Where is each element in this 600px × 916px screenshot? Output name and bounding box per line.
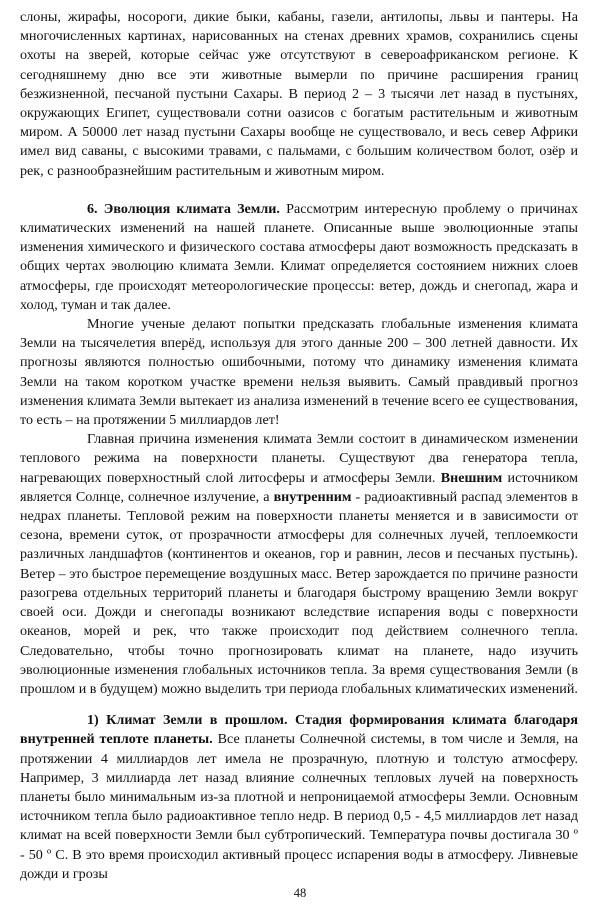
heat-sources-text-3: - радиоактивный распад элементов в недрах планеты. Тепловой режим на поверхности планеты меняется и в зависимости от сезона, времени суток, от прозрачности атмосферы для солнечных лучей, теплоемкости различных ландшафтов (континентов и океанов, гор и равнин, лесов и песчаных пустынь). Ветер – это быстрое перемещение воздушных масс. Ветер зарождается по причине разности разогрева отдельных территорий планеты и благодаря быстрому вращению Земли вокруг своей оси. Дожди и снегопады возникают вследствие испарения воды с поверхности океанов, морей и рек, что также происходит под действием солнечного тепла. Следовательно, чтобы точно прогнозировать климат на планете, надо изучить эволюционные изменения глобальных источников тепла. За время существования Земли (в прошлом и в будущем) можно выделить три периода глобальных климатических изменений. <box>20 488 578 697</box>
paragraph-past-climate <box>20 711 578 884</box>
spacer <box>20 181 578 200</box>
section-6-heading: 6. Эволюция климата Земли. <box>87 200 280 217</box>
subsection-1-heading: 1) Климат Земли в прошлом. Стадия формирования климата благодаря внутренней теплоте планеты. <box>20 712 578 748</box>
spacer <box>20 699 578 711</box>
document-page <box>20 8 578 884</box>
paragraph-forecasts: Многие ученые делают попытки предсказать глобальные изменения климата Земли на тысячелетия вперёд, используя для этого данные 200 – 300 летней давности. Их прогнозы являются полностью ошибочными, потому что динамику изменения климата Земли на таком коротком участке времени нельзя выявить. Самый правдивый прогноз изменения климата Земли вытекает из анализа изменений в течение всего ее существования, то есть – на протяжении 5 миллиардов лет! <box>20 316 578 429</box>
paragraph-heat-sources <box>20 430 578 699</box>
internal-term: внутренним <box>273 488 352 505</box>
external-term: Внешним <box>440 469 503 486</box>
page-number: 48 <box>293 886 307 900</box>
subsection-1-text: Все планеты Солнечной системы, в том числе и Земля, на протяжении 4 миллиардов лет имела не прозрачную, плотную и толстую атмосферу. Например, 3 миллиарда лет назад влияние солнечных тепловых лучей на поверхность планеты было минимальным из-за плотной и непроницаемой атмосферы Земли. Основным источником тепла было радиоактивное тепло недр. В период 0,5 - 4,5 миллиардов лет назад климат на всей поверхности Земли был субтропический. Температура почвы достигала 30 º - 50 º С. В это время происходил активный процесс испарения воды в атмосферу. Ливневые дожди и грозы <box>20 731 579 882</box>
paragraph-section-6 <box>20 200 578 315</box>
section-6-text: Рассмотрим интересную проблему о причинах климатических изменений на нашей планете. Описанные выше эволюционные этапы изменения химического и физического состава атмосферы дают возможность предсказать в общих чертах эволюцию климата Земли. Климат определяется состоянием нижних слоев атмосферы, где происходят метеорологические процессы: ветер, дождь и снегопад, жара и холод, туман и так далее. <box>20 200 578 313</box>
paragraph-sahara: слоны, жирафы, носороги, дикие быки, кабаны, газели, антилопы, львы и пантеры. На многочисленных картинах, нарисованных на стенах древних храмов, сохранились сцены охоты на зверей, которые сейчас уже отсутствуют в североафриканском регионе. К сегодняшнему дню все эти животные вымерли по причине расширения границ безжизненной, песчаной пустыни Сахары. В период 2 – 3 тысячи лет назад в пустынях, окружающих Египет, существовали сотни оазисов с богатым растительным и животным миром. А 50000 лет назад пустыни Сахары вообще не существовало, и весь север Африки имел вид саваны, с высокими травами, с пальмами, с большим количеством болот, озёр и рек, с разнообразнейшим растительным и животным миром. <box>20 9 578 179</box>
heat-sources-text-1: Главная причина изменения климата Земли состоит в динамическом изменении теплового режима на поверхности планеты. Существуют два генератора тепла, нагревающих поверхностный слой литосферы и атмосферы Земли. <box>20 431 578 486</box>
heat-sources-text-2: источником является Солнце, солнечное излучение, а <box>20 469 579 505</box>
